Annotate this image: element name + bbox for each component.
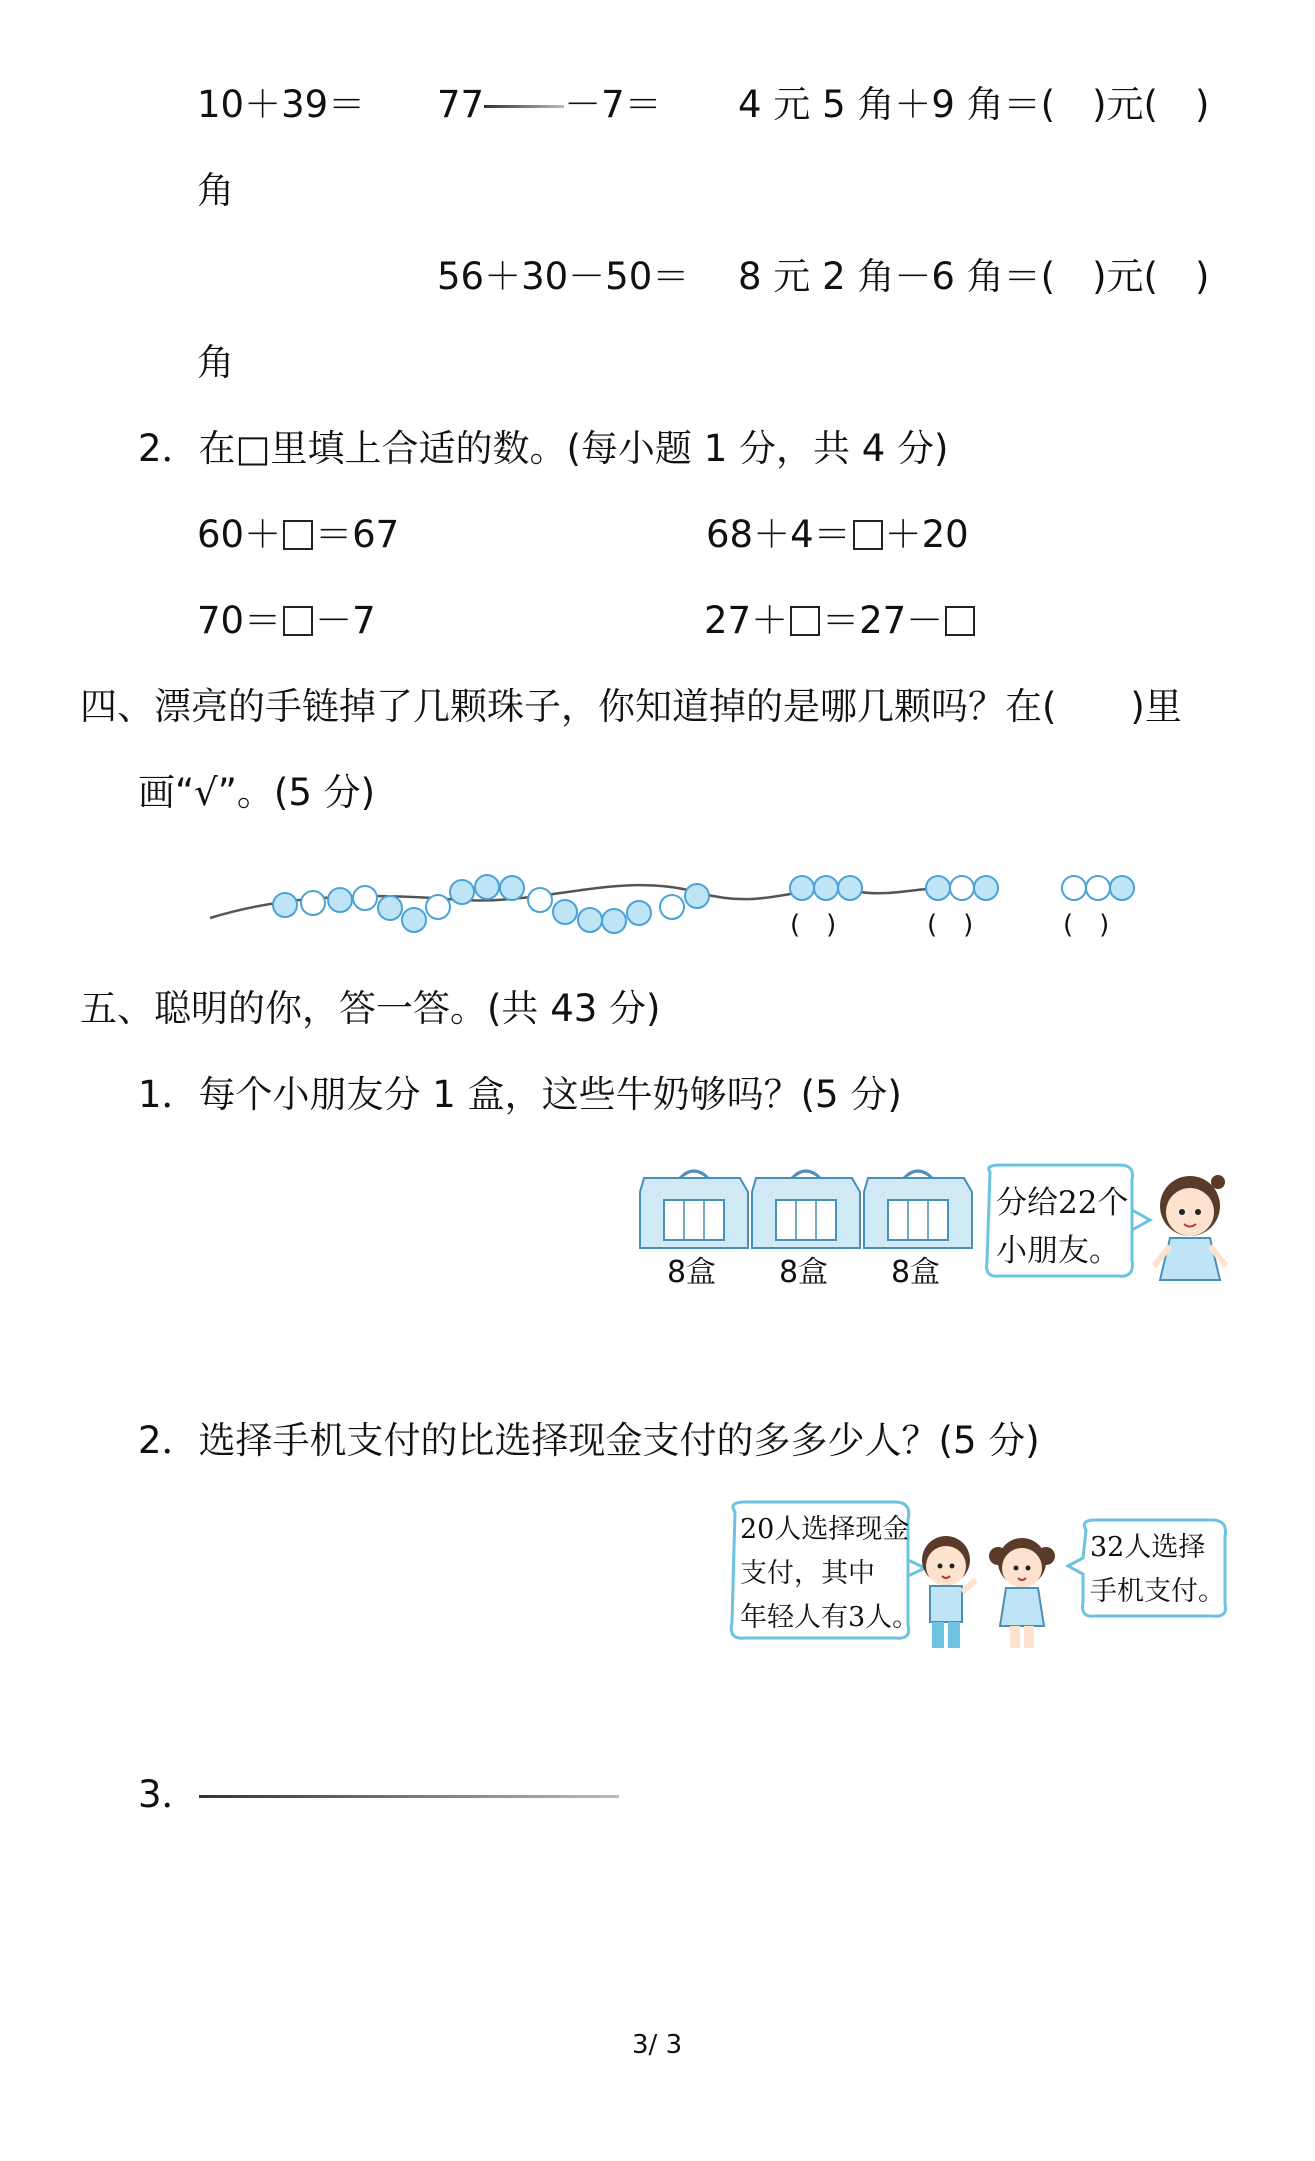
expr-2-right: －7＝ bbox=[564, 83, 662, 126]
bubble2-line3: 年轻人有3人。 bbox=[740, 1602, 920, 1633]
option-3-paren[interactable]: ( ) bbox=[1063, 910, 1110, 940]
q2-text: 2．选择手机支付的比选择现金支付的多多少人？(5 分) bbox=[138, 1419, 1040, 1462]
fill-d-mid: ＝27－ bbox=[822, 599, 944, 642]
q1-text: 1．每个小朋友分 1 盒，这些牛奶够吗？(5 分) bbox=[138, 1073, 902, 1116]
expr-5: 8 元 2 角－6 角＝( )元( ) bbox=[738, 255, 1210, 298]
option-2-paren[interactable]: ( ) bbox=[927, 910, 974, 940]
fill-c-right: －7 bbox=[315, 599, 376, 642]
option-1-paren[interactable]: ( ) bbox=[790, 910, 837, 940]
bubble1-line1: 分给22个 bbox=[996, 1185, 1129, 1221]
fill-c-left: 70＝ bbox=[197, 599, 282, 642]
expr-3-wrap: 角 bbox=[197, 169, 234, 212]
bubble2-line1: 20人选择现金 bbox=[740, 1514, 910, 1545]
fill-d-left: 27＋ bbox=[704, 599, 789, 642]
smudge-line bbox=[199, 1795, 619, 1798]
box-label: 8盒 bbox=[779, 1255, 829, 1290]
section4-title-wrap: 画“√”。(5 分) bbox=[138, 771, 376, 814]
fill-b-left: 68＋4＝ bbox=[706, 513, 851, 556]
boy-illustration bbox=[922, 1536, 976, 1648]
expr-5-wrap: 角 bbox=[197, 341, 234, 384]
q2-title: 2．在□里填上合适的数。(每小题 1 分，共 4 分) bbox=[138, 427, 949, 470]
expr-2-left: 77 bbox=[437, 83, 485, 126]
fill-a-right: ＝67 bbox=[315, 513, 400, 556]
box-label: 8盒 bbox=[891, 1255, 941, 1290]
bubble1-line2: 小朋友。 bbox=[996, 1233, 1120, 1269]
bubble3-line2: 手机支付。 bbox=[1090, 1576, 1225, 1607]
bubble2-line2: 支付，其中 bbox=[740, 1558, 875, 1589]
page-number: 3/ 3 bbox=[632, 2030, 683, 2060]
fill-b-right: ＋20 bbox=[884, 513, 969, 556]
fill-a-left: 60＋ bbox=[197, 513, 282, 556]
expr-3: 4 元 5 角＋9 角＝( )元( ) bbox=[738, 83, 1210, 126]
box-label: 8盒 bbox=[667, 1255, 717, 1290]
expr-1: 10＋39＝ bbox=[197, 83, 366, 126]
girl-illustration bbox=[989, 1538, 1055, 1648]
expr-4: 56＋30－50＝ bbox=[437, 255, 690, 298]
section4-title: 四、漂亮的手链掉了几颗珠子，你知道掉的是哪几颗吗？在( )里 bbox=[80, 685, 1182, 728]
q3-text bbox=[138, 1773, 619, 1816]
section5-title: 五、聪明的你，答一答。(共 43 分) bbox=[80, 987, 661, 1030]
q3-number: 3． bbox=[138, 1773, 199, 1816]
bubble3-line1: 32人选择 bbox=[1090, 1532, 1206, 1563]
